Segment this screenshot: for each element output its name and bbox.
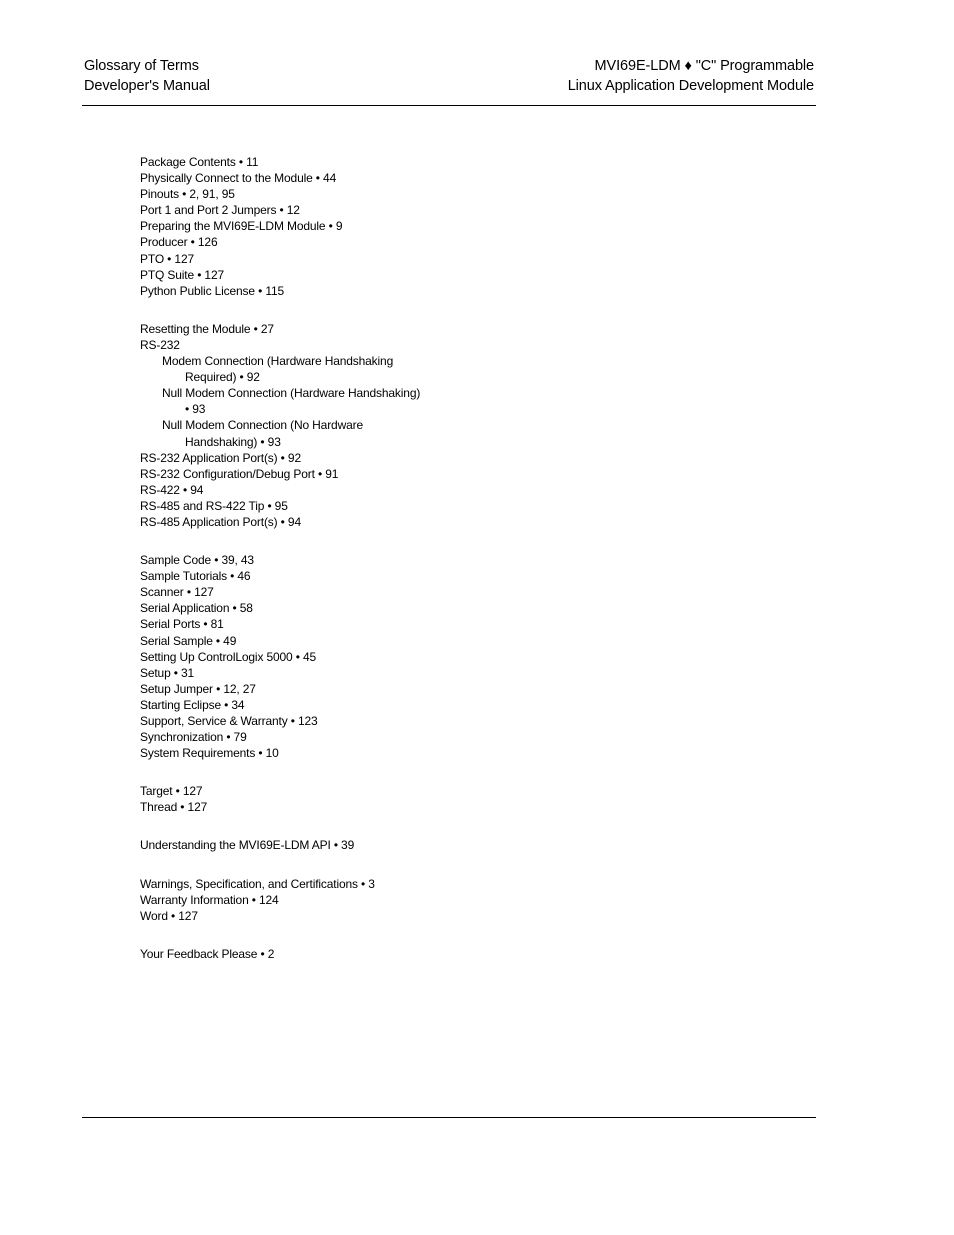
index-group-s — [140, 552, 440, 761]
index-entry: Serial Application • 58 — [140, 601, 253, 616]
index-entry: Port 1 and Port 2 Jumpers • 12 — [140, 203, 300, 218]
index-entry: Starting Eclipse • 34 — [140, 697, 245, 712]
index-entry: Python Public License • 115 — [140, 283, 285, 298]
index-group-w — [140, 876, 440, 924]
index-entry: Understanding the MVI69E-LDM API • 39 — [140, 838, 355, 853]
index-entry: Synchronization • 79 — [140, 730, 247, 745]
section-title: Glossary of Terms — [84, 58, 199, 74]
index-group-t — [140, 783, 440, 815]
index-entry: Resetting the Module • 27 — [140, 321, 274, 336]
index-entry: Preparing the MVI69E-LDM Module • 9 — [140, 219, 343, 234]
index-entry: Sample Code • 39, 43 — [140, 553, 254, 568]
index-entry: Setup Jumper • 12, 27 — [140, 681, 256, 696]
index-entry: PTQ Suite • 127 — [140, 267, 224, 282]
header-left — [84, 57, 210, 96]
index-entry: Sample Tutorials • 46 — [140, 569, 251, 584]
index-entry: Package Contents • 11 — [140, 155, 259, 169]
index-entry: Thread • 127 — [140, 800, 208, 815]
index-entry: Word • 127 — [140, 908, 198, 923]
index-subentry: Null Modem Connection (No Hardware — [162, 418, 363, 433]
index-group-p — [140, 154, 440, 299]
index-entry: Serial Sample • 49 — [140, 633, 237, 648]
index-entry: Your Feedback Please • 2 — [140, 946, 275, 961]
index-entry: PTO • 127 — [140, 251, 194, 266]
header-divider — [82, 105, 816, 106]
footer-divider — [82, 1117, 816, 1118]
product-subtitle: Linux Application Development Module — [567, 77, 814, 94]
index-entry: RS-485 Application Port(s) • 94 — [140, 514, 301, 529]
index-entry: Target • 127 — [140, 784, 203, 799]
index-subentry: Null Modem Connection (Hardware Handshaking) — [162, 386, 421, 401]
header-right — [568, 57, 814, 96]
index-entry: Physically Connect to the Module • 44 — [140, 171, 337, 186]
index-entry: Pinouts • 2, 91, 95 — [140, 187, 235, 202]
index-entry: Support, Service & Warranty • 123 — [140, 714, 318, 728]
index-entry: RS-485 and RS-422 Tip • 95 — [140, 498, 288, 513]
index-group-u — [140, 837, 440, 853]
index-group-y — [140, 946, 440, 962]
index-entry: Scanner • 127 — [140, 585, 214, 600]
index-subentry: Modem Connection (Hardware Handshaking — [162, 354, 394, 369]
index-subentry-continuation: Required) • 92 — [185, 370, 260, 385]
index-entry: RS-422 • 94 — [140, 482, 204, 497]
index-entry: Serial Ports • 81 — [140, 617, 224, 632]
index-list — [140, 154, 440, 962]
index-subentry-continuation: Handshaking) • 93 — [185, 434, 281, 449]
index-entry: RS-232 Application Port(s) • 92 — [140, 450, 301, 465]
index-subentry-continuation: • 93 — [185, 402, 206, 417]
index-entry: Warnings, Specification, and Certifications • 3 — [140, 876, 375, 891]
index-entry: Setting Up ControlLogix 5000 • 45 — [140, 649, 317, 664]
manual-type: Developer's Manual — [84, 77, 210, 94]
index-group-r — [140, 321, 440, 530]
product-title: MVI69E-LDM ♦ "C" Programmable — [594, 58, 814, 74]
index-entry: RS-232 — [140, 337, 180, 352]
index-entry: Warranty Information • 124 — [140, 892, 279, 907]
index-entry: Producer • 126 — [140, 235, 218, 250]
index-entry: System Requirements • 10 — [140, 746, 279, 761]
index-entry: RS-232 Configuration/Debug Port • 91 — [140, 466, 339, 481]
index-entry: Setup • 31 — [140, 665, 195, 680]
